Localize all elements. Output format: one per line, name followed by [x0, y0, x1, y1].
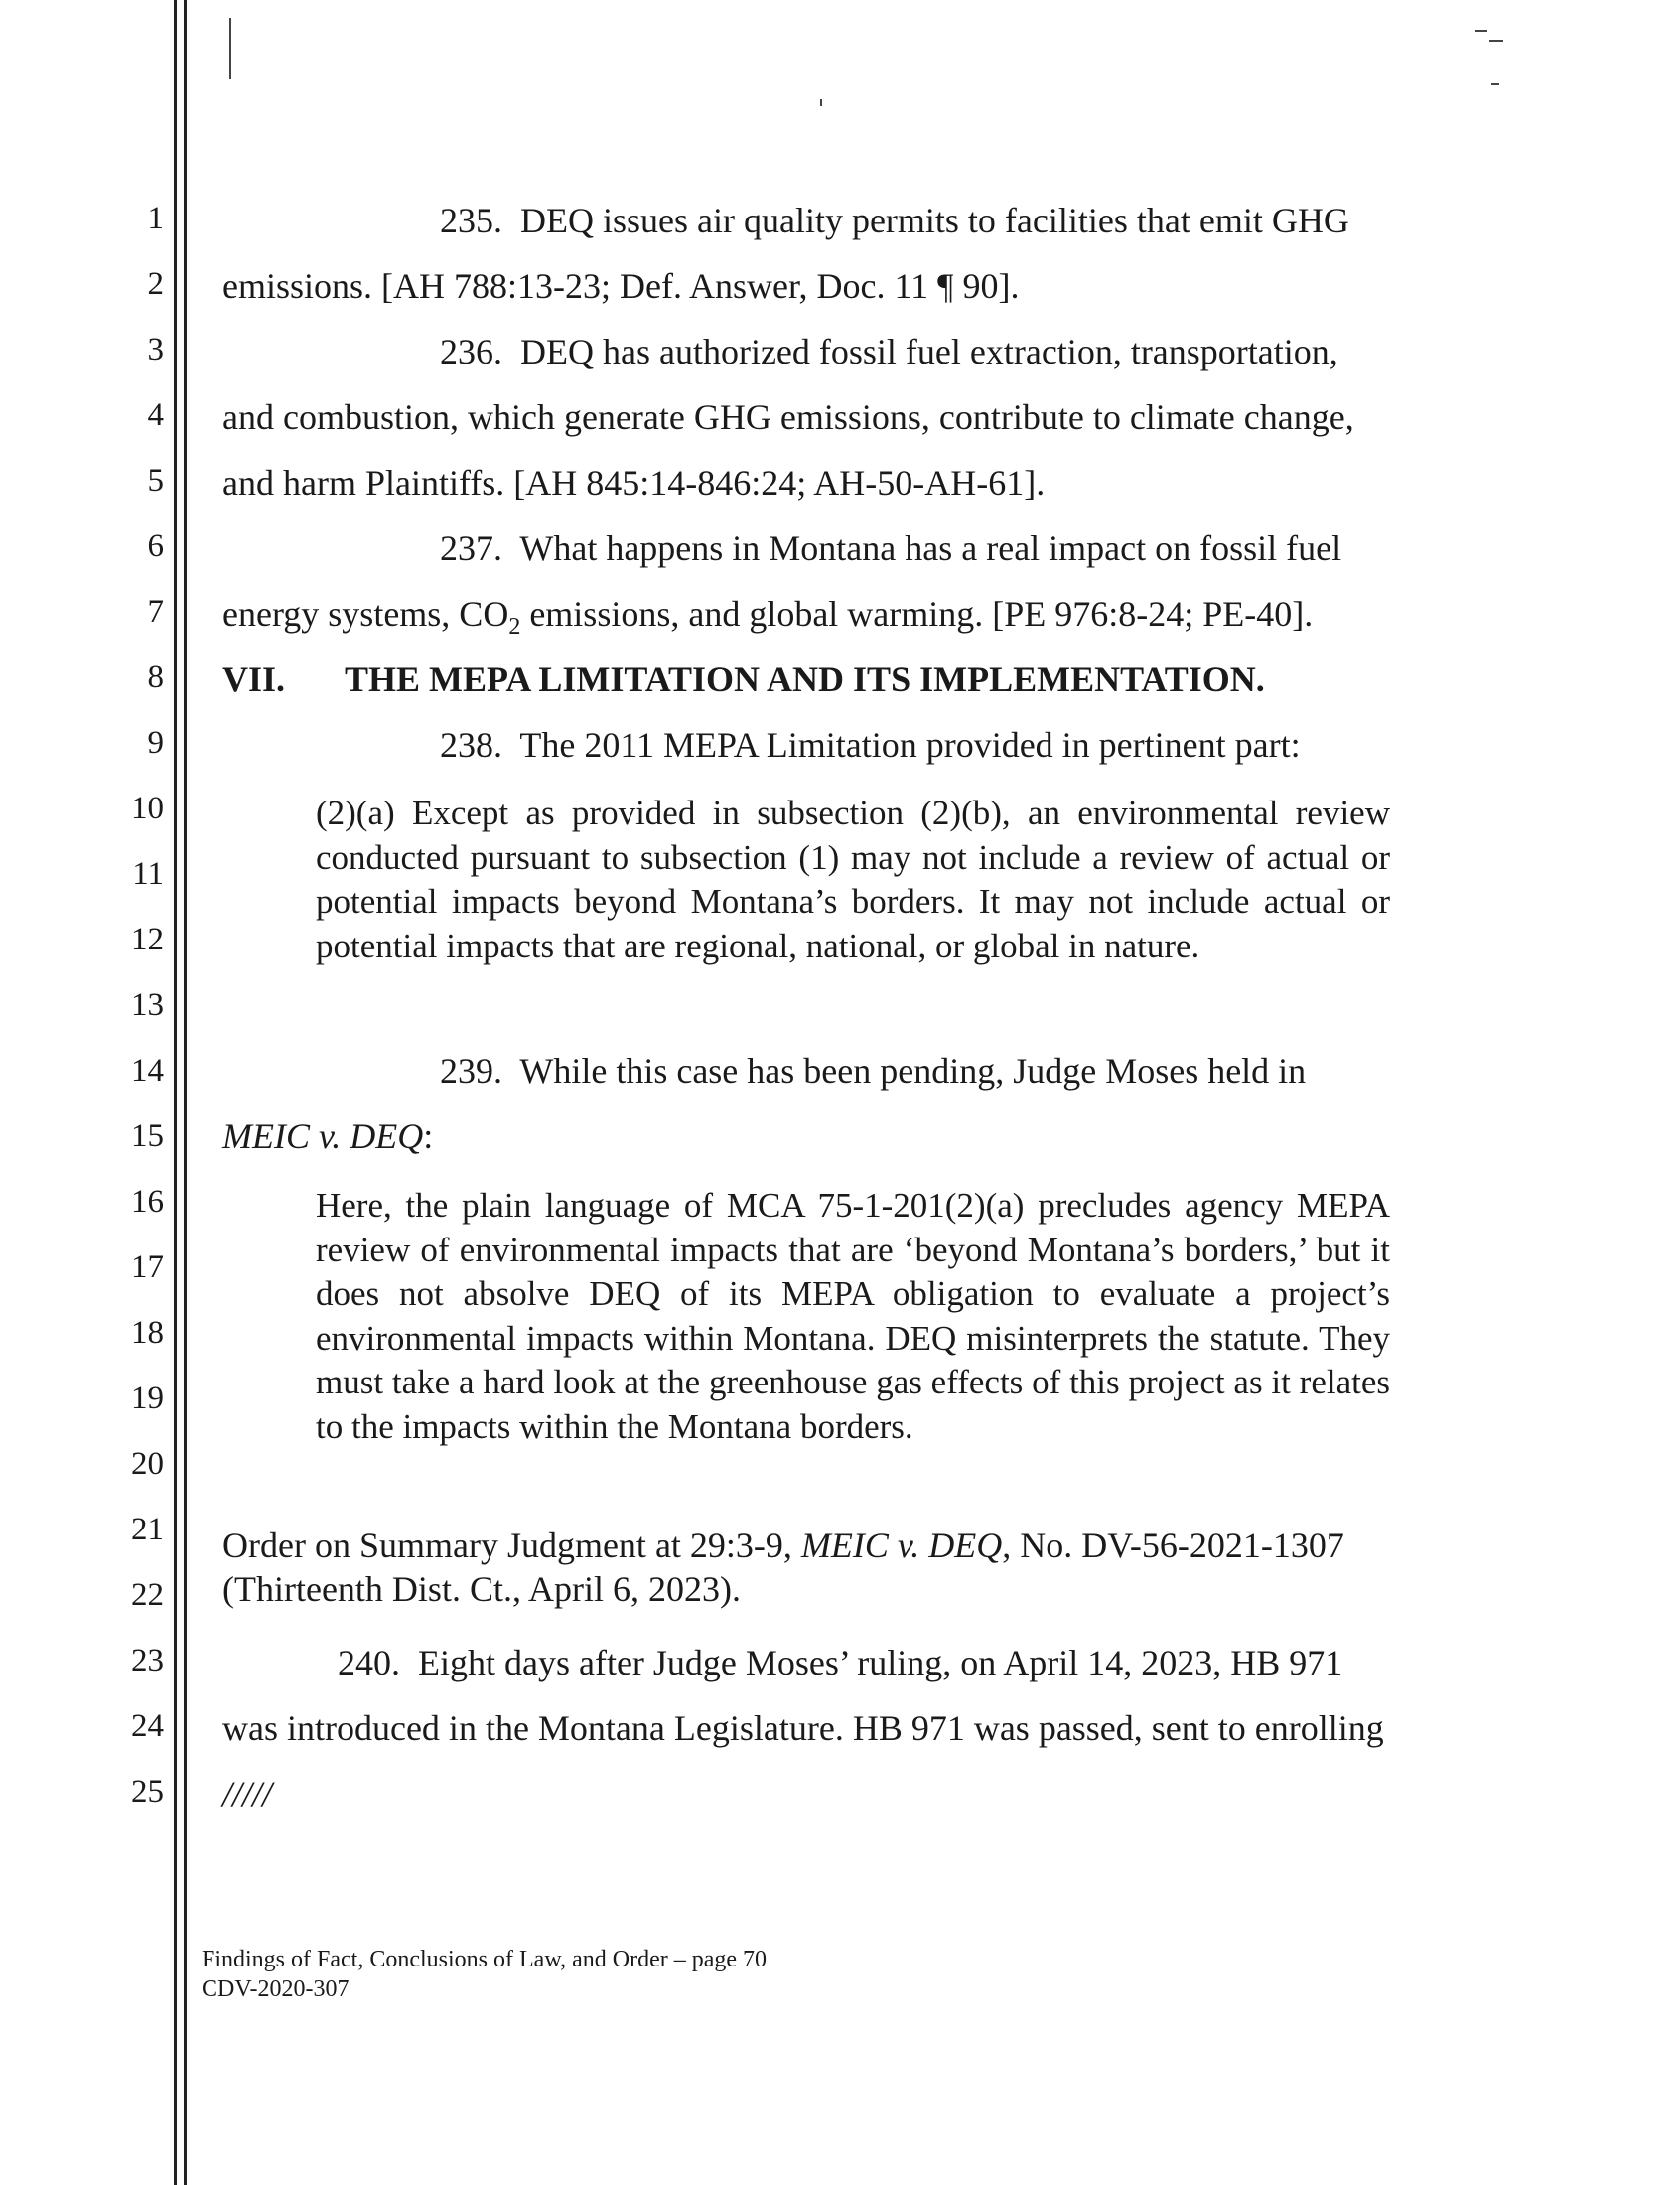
paragraph-239-line-2	[222, 1116, 433, 1156]
subscript: 2	[508, 614, 521, 641]
paragraph-number: 238.	[440, 725, 502, 765]
citation-text: , No. DV-56-2021-1307	[1002, 1526, 1344, 1565]
paragraph-number: 240.	[338, 1643, 400, 1682]
line-number: 10	[131, 791, 164, 826]
scan-artifact-mark	[1491, 83, 1499, 85]
paragraph-237-line-1	[440, 528, 1341, 568]
scan-artifact-mark	[1475, 30, 1487, 32]
line-number: 20	[131, 1446, 164, 1482]
line-number: 1	[147, 201, 164, 236]
line-number: 11	[132, 856, 164, 892]
left-margin-rule-inner	[184, 0, 187, 2185]
line-number: 6	[147, 528, 164, 564]
left-margin-rule	[174, 0, 177, 2185]
line-number: 17	[131, 1249, 164, 1285]
paragraph-239-line-1	[440, 1051, 1306, 1091]
line-number: 8	[147, 659, 164, 695]
line-number: 15	[131, 1118, 164, 1154]
punctuation: :	[423, 1116, 434, 1156]
paragraph-238-line-1	[440, 725, 1301, 765]
paragraph-text: The 2011 MEPA Limitation provided in pertinent part:	[519, 725, 1301, 765]
paragraph-235-line-2: emissions. [AH 788:13-23; Def. Answer, Doc. 11 ¶ 90].	[222, 266, 1020, 306]
citation-line-1	[222, 1526, 1344, 1565]
paragraph-237-line-2	[222, 594, 1313, 647]
line-number: 25	[131, 1774, 164, 1810]
line-number: 21	[131, 1512, 164, 1547]
paragraph-text: energy systems, CO	[222, 594, 509, 634]
citation-line-2: (Thirteenth Dist. Ct., April 6, 2023).	[222, 1569, 741, 1609]
section-heading-number: VII.	[222, 659, 286, 699]
line-number: 24	[131, 1708, 164, 1744]
continuation-marks: /////	[222, 1774, 273, 1814]
case-name: MEIC v. DEQ	[800, 1526, 1003, 1565]
paragraph-number: 235.	[440, 201, 502, 240]
line-number: 18	[131, 1315, 164, 1351]
footer-title: Findings of Fact, Conclusions of Law, and Order – page 70	[202, 1947, 768, 1972]
paragraph-240-line-1	[338, 1643, 1342, 1682]
paragraph-text: Eight days after Judge Moses’ ruling, on April 14, 2023, HB 971	[418, 1643, 1343, 1682]
paragraph-number: 237.	[440, 528, 502, 568]
paragraph-240-line-2: was introduced in the Montana Legislature. HB 971 was passed, sent to enrolling	[222, 1708, 1384, 1748]
paragraph-text: emissions, and global warming. [PE 976:8-24; PE-40].	[520, 594, 1314, 634]
scan-artifact-mark	[1489, 40, 1503, 42]
block-quote-mepa-limitation: (2)(a) Except as provided in subsection (2)(b), an environmental review conducted pursuant to subsection (1) may not include a review of actual or potential impacts beyond Montana’s borders. It may not include actual or potential impacts that are regional, national, or global in nature.	[316, 794, 1390, 965]
paragraph-236-line-1	[440, 332, 1338, 371]
footer-case-number: CDV-2020-307	[202, 1976, 350, 2002]
paragraph-text: What happens in Montana has a real impact on fossil fuel	[519, 528, 1342, 568]
line-number: 4	[147, 397, 164, 433]
line-number: 23	[131, 1643, 164, 1678]
line-number: 22	[131, 1577, 164, 1613]
line-number: 2	[147, 266, 164, 302]
paragraph-236-line-2: and combustion, which generate GHG emissions, contribute to climate change,	[222, 397, 1354, 437]
line-number: 3	[147, 332, 164, 367]
paragraph-236-line-3: and harm Plaintiffs. [AH 845:14-846:24; AH-50-AH-61].	[222, 463, 1046, 503]
paragraph-235-line-1	[440, 201, 1349, 240]
line-number: 13	[131, 987, 164, 1023]
scan-artifact-mark	[229, 18, 231, 79]
case-name: MEIC v. DEQ	[222, 1116, 424, 1156]
line-number: 7	[147, 594, 164, 630]
scan-artifact-mark	[820, 99, 822, 106]
section-heading: THE MEPA LIMITATION AND ITS IMPLEMENTATION.	[345, 659, 1265, 699]
line-number: 12	[131, 922, 164, 957]
block-quote-judge-moses: Here, the plain language of MCA 75-1-201(2)(a) precludes agency MEPA review of environmental impacts that are ‘beyond Montana’s borders,’ but it does not absolve DEQ of its MEPA obligation to evaluate a project’s environmental impacts within Montana. DEQ misinterprets the statute. They must take a hard look at the greenhouse gas effects of this project as it relates to the impacts within the Montana borders.	[316, 1186, 1390, 1446]
paragraph-text: DEQ has authorized fossil fuel extraction, transportation,	[520, 332, 1338, 371]
paragraph-number: 236.	[440, 332, 502, 371]
line-number: 5	[147, 463, 164, 499]
citation-text: Order on Summary Judgment at 29:3-9,	[222, 1526, 801, 1565]
line-number: 16	[131, 1184, 164, 1220]
line-number: 14	[131, 1053, 164, 1089]
line-number: 9	[147, 725, 164, 761]
paragraph-text: DEQ issues air quality permits to facilities that emit GHG	[520, 201, 1349, 240]
paragraph-number: 239.	[440, 1051, 502, 1091]
line-number: 19	[131, 1381, 164, 1416]
paragraph-text: While this case has been pending, Judge Moses held in	[519, 1051, 1307, 1091]
